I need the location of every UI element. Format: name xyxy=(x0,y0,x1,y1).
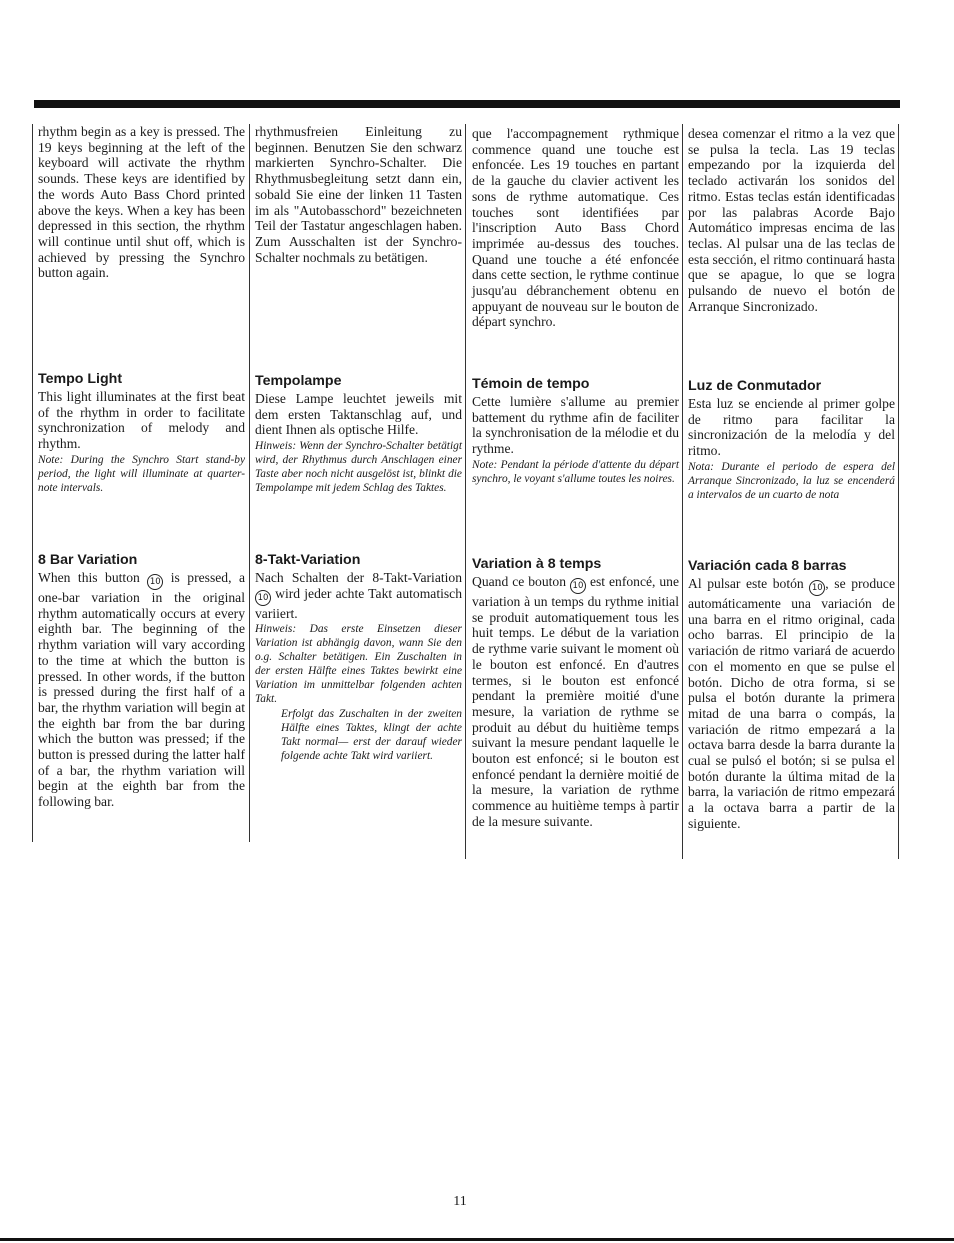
tempo-note xyxy=(255,439,462,495)
intro-text: rhythmusfreien Einleitung zu beginnen. Benutzen Sie den schwarz markierten Synchro-Schalter. Die Rhythmusbegleitung setzt dann ein, sobald Sie eine der linken 11 Tasten im als "Autobasschord" bezeichneten Teil der Tastatur angeschlagen haben. Zum Ausschalten ist der Synchro-Schalter nochmals zu betätigen. xyxy=(255,124,462,265)
note-text: Durante el periodo de espera del Arranque Sincronizado, la luz se encenderá a intervalos de un cuarto de nota xyxy=(688,460,895,501)
bottom-rule xyxy=(0,1238,954,1241)
variation-heading: 8 Bar Variation xyxy=(38,552,138,568)
variation-text-b: est enfoncé, une variation à un temps du rythme initial se produit automatiquement tous les huit temps. Le début de la variation de rythme varie suivant le moment où le bouton est enfoncé. En d'autres termes, si le bouton est enfoncé pendant la première moitié d'une mesure, la variation de rythme se produit au début du huitième temps suivant la mesure pendant laquelle le bouton est enfoncé; si le bouton est enfoncé pendant la dernière moitié de la mesure, la variation de rythme commence au huitième temps à partir de la mesure suivante. xyxy=(472,574,679,829)
intro-text: rhythm begin as a key is pressed. The 19 keys beginning at the left of the keyboard will activate the rhythm sounds. These keys are identified by the words Auto Bass Chord printed above the keys. When a key has been depressed in this section, the rhythm will continue until shut off, which is achieved by pressing the Synchro button again. xyxy=(38,124,245,281)
variation-text-a: Quand ce bouton xyxy=(472,574,566,589)
column-divider xyxy=(32,124,33,842)
variation-text-b: is pressed, a one-bar variation in the original rhythm automatically occurs at every eighth bar. The beginning of the rhythm variation will vary according to the time at which the button is pressed. In other words, if the button is pressed during the first half of a bar, the rhythm variation will begin at the eighth bar from the bar during which the button was pressed; if the button is pressed during the latter half of a bar, the rhythm variation will begin at the eighth bar from the following bar. xyxy=(38,570,245,810)
tempo-heading: Tempo Light xyxy=(38,371,123,387)
button-10-icon: 10 xyxy=(255,590,271,606)
tempo-note xyxy=(688,460,895,502)
note-text: Pendant la période d'attente du départ synchro, le voyant s'allume toutes les noires. xyxy=(472,458,679,485)
variation-text-b: wird jeder achte Takt automatisch variiert. xyxy=(255,585,462,621)
variation-text-a: When this button xyxy=(38,570,140,585)
note-label: Hinweis: xyxy=(255,623,297,636)
column-divider xyxy=(465,124,466,859)
button-10-icon: 10 xyxy=(570,578,586,594)
tempo-note xyxy=(472,458,679,486)
note-label: Nota: xyxy=(688,460,714,473)
button-10-icon: 10 xyxy=(147,574,163,590)
intro-text: que l'accompagnement rythmique commence quand une touche est enfoncée. Les 19 touches en partant de la gauche du clavier activent les sons de rythme automatique. Ces touches sont identifiées par l'inscription Auto Bass Chord imprimée au-dessus des touches. Quand une touche a été enfoncée dans cette section, le rythme continue jusqu'au débranchement obtenu en appuyant de nouveau sur le bouton de départ synchro. xyxy=(472,126,679,330)
variation-heading: Variation à 8 temps xyxy=(472,556,602,572)
intro-text: desea comenzar el ritmo a la vez que se pulsa la tecla. Las 19 teclas empezando por la izquierda del teclado activarán los sonidos del ritmo. Estas teclas están identificadas por las palabras Acorde Bajo Automático impresas encima de las teclas. Al pulsar una de las teclas de esta sección, el ritmo continuará hasta que se apague, lo que se logra pulsando de nuevo el botón de Arranque Sincronizado. xyxy=(688,126,895,314)
note-label: Note: xyxy=(472,458,498,471)
tempo-heading: Tempolampe xyxy=(255,373,342,389)
variation-text-a: Al pulsar este botón xyxy=(688,576,804,591)
tempo-note xyxy=(38,453,245,495)
variation-note-2 xyxy=(255,707,462,763)
note-text: Erfolgt das Zuschalten in der zweiten Hälfte eines Taktes, klingt der achte Takt normal— erst der darauf wieder folgende achte Takt wird variiert. xyxy=(281,708,462,763)
note-label: Hinweis: xyxy=(255,440,297,453)
variation-text xyxy=(472,574,679,830)
variation-text xyxy=(688,576,895,832)
variation-text-b: , se produce automáticamente una variación de una barra en el ritmo original, cada ocho barras. El principio de la variación de ritmo variará de acuerdo con el momento en que se pulse el botón. Dicho de otra forma, si se pulsa el botón durante la primera mitad de una barra o compás, la variación de ritmo empezará a la octava barra desde la barra durante la cual se pulsó el botón; si se pulsa el botón durante la última mitad de la barra, la variación de ritmo empezará a la octava barra a partir de la siguiente. xyxy=(688,576,895,831)
variation-note xyxy=(255,622,462,706)
tempo-heading: Témoin de tempo xyxy=(472,376,590,392)
variation-heading: 8-Takt-Variation xyxy=(255,552,361,568)
variation-heading: Variación cada 8 barras xyxy=(688,558,847,574)
note-text: Das erste Einsetzen dieser Variation ist abhängig davon, wann Sie den o.g. Schalter betätigen. Ein Zuschalten in der ersten Hälfte eines Taktes bewirkt eine Variation im unmittelbar folgenden achten Takt. xyxy=(255,623,462,706)
tempo-text: Diese Lampe leuchtet jeweils mit dem ersten Taktanschlag auf, und dient Ihnen als optische Hilfe. xyxy=(255,391,462,438)
variation-text xyxy=(38,570,245,810)
top-rule xyxy=(34,100,900,108)
tempo-text: Cette lumière s'allume au premier battement du rythme afin de faciliter la synchronisation de la mélodie et du rythme. xyxy=(472,394,679,457)
note-text: During the Synchro Start stand-by period, the light will illuminate at quarter-note intervals. xyxy=(38,453,246,494)
variation-text-a: Nach Schalten der 8-Takt-Variation xyxy=(255,570,462,585)
column-divider xyxy=(682,124,683,859)
variation-text xyxy=(255,570,462,621)
button-10-icon: 10 xyxy=(809,580,825,596)
tempo-heading: Luz de Conmutador xyxy=(688,378,822,394)
tempo-text: Esta luz se enciende al primer golpe de ritmo para facilitar la sincronización de la melodía y del ritmo. xyxy=(688,396,895,459)
column-divider xyxy=(249,124,250,842)
note-text: Wenn der Synchro-Schalter betätigt wird, der Rhythmus durch Anschlagen einer Taste aber noch nicht ausgelöst ist, blinkt die Tempolampe mit jedem Schlag des Taktes. xyxy=(255,440,462,495)
tempo-text: This light illuminates at the first beat of the rhythm in order to facilitate synchronization of melody and rhythm. xyxy=(38,389,245,452)
note-label: Note: xyxy=(38,453,64,466)
column-divider xyxy=(898,124,899,859)
page-number: 11 xyxy=(453,1194,467,1209)
